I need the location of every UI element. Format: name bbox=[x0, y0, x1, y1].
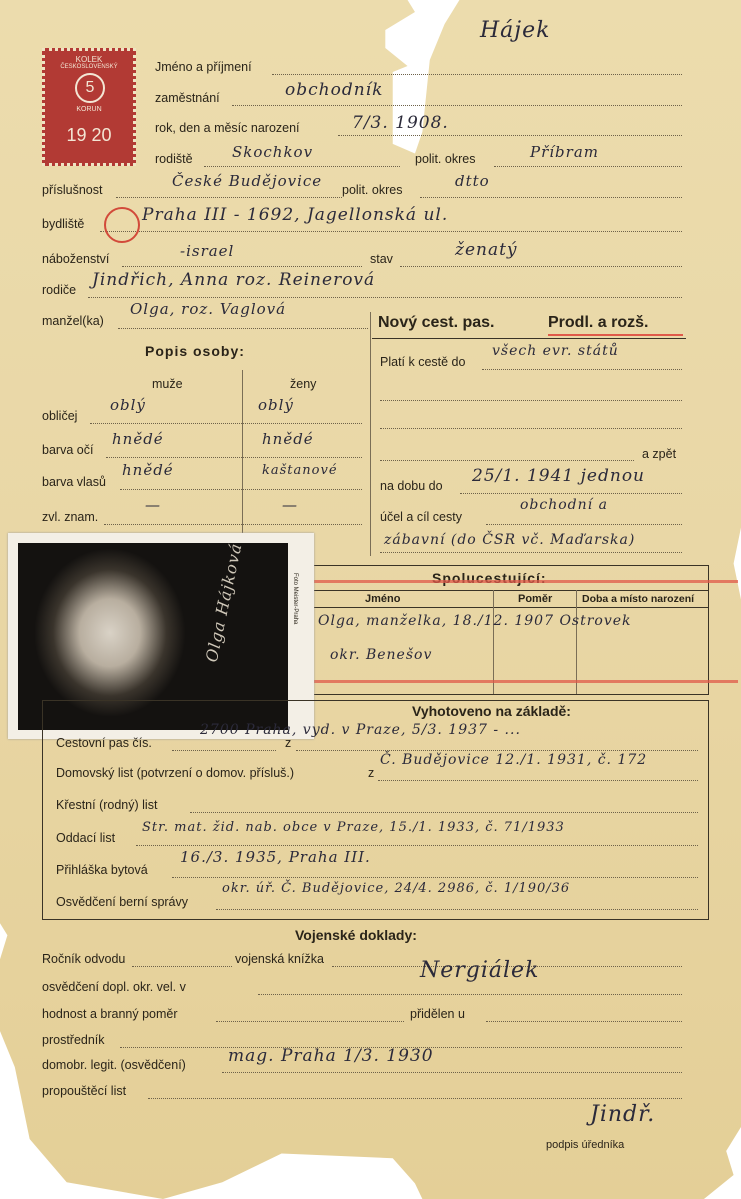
dotline bbox=[338, 135, 682, 136]
desc-label-eyes: barva očí bbox=[42, 443, 94, 457]
value-birthplace: Skochkov bbox=[232, 143, 314, 161]
dotline bbox=[380, 552, 682, 553]
dotline bbox=[222, 1072, 682, 1073]
dotline bbox=[378, 780, 698, 781]
military-label-year: Ročník odvodu bbox=[42, 952, 126, 966]
dotline bbox=[120, 489, 362, 490]
dotline bbox=[88, 297, 682, 298]
label-district1: polit. okres bbox=[415, 152, 476, 166]
companions-title: Spolucestující: bbox=[432, 570, 547, 586]
desc-male-face: oblý bbox=[110, 396, 146, 414]
divider-vertical bbox=[576, 590, 577, 694]
military-mid-assigned: přidělen u bbox=[410, 1007, 465, 1021]
label-spouse: manžel(ka) bbox=[42, 314, 104, 328]
stamp-top-text: KOLEK bbox=[75, 55, 103, 64]
stamp-value: 5 bbox=[75, 73, 105, 103]
dotline bbox=[380, 460, 634, 461]
rule bbox=[372, 338, 686, 339]
basis-value-tax: okr. úř. Č. Budějovice, 24/4. 2986, č. 1/190/36 bbox=[222, 881, 571, 896]
companions-header-birth: Doba a místo narození bbox=[582, 593, 695, 605]
label-parents: rodiče bbox=[42, 283, 77, 297]
dotline bbox=[232, 105, 682, 106]
basis-label-marriage: Oddací list bbox=[56, 831, 116, 845]
basis-label-tax: Osvědčení berní správy bbox=[56, 895, 189, 909]
label-valid: Platí k cestě do bbox=[380, 355, 466, 369]
value-domicile: České Budějovice bbox=[172, 172, 323, 190]
dotline bbox=[172, 750, 276, 751]
value-period: 25/1. 1941 jednou bbox=[472, 466, 645, 486]
basis-label-residence: Přihláška bytová bbox=[56, 863, 148, 877]
dotline bbox=[106, 457, 362, 458]
military-value-legit: mag. Praha 1/3. 1930 bbox=[228, 1046, 434, 1066]
military-label-cert: osvědčení dopl. okr. vel. v bbox=[42, 980, 186, 994]
stamp-country: ČESKOSLOVENSKÝ bbox=[60, 64, 118, 70]
companion-name-2: okr. Benešov bbox=[330, 647, 433, 663]
dotline bbox=[118, 328, 368, 329]
dotline bbox=[272, 74, 682, 75]
dotline bbox=[116, 197, 342, 198]
dotline bbox=[204, 166, 400, 167]
desc-male-hair: hnědé bbox=[122, 461, 174, 479]
photo-credit: Foto Meister-Praha bbox=[292, 573, 298, 625]
label-and-back: a zpět bbox=[642, 447, 677, 461]
desc-female-marks: — bbox=[282, 496, 298, 514]
basis-value-domicile: Č. Budějovice 12./1. 1931, č. 172 bbox=[380, 752, 648, 768]
stamp-unit: KORUN bbox=[76, 106, 102, 113]
red-underline bbox=[548, 334, 683, 336]
value-purpose-2: zábavní (do ČSR vč. Maďarska) bbox=[384, 532, 636, 548]
dotline bbox=[258, 994, 682, 995]
stamp-year: 19 20 bbox=[66, 125, 112, 145]
label-residence: bydliště bbox=[42, 217, 85, 231]
revenue-stamp bbox=[42, 48, 136, 166]
divider-vertical bbox=[493, 590, 494, 694]
label-status: stav bbox=[370, 252, 393, 266]
dotline bbox=[90, 423, 362, 424]
dotline bbox=[104, 524, 362, 525]
military-title: Vojenské doklady: bbox=[295, 927, 417, 943]
label-birthdate: rok, den a měsíc narození bbox=[155, 121, 300, 135]
official-signature: Jindř. bbox=[590, 1102, 656, 1127]
label-birthplace: rodiště bbox=[155, 152, 193, 166]
dotline bbox=[122, 266, 362, 267]
military-label-intermediary: prostředník bbox=[42, 1033, 105, 1047]
value-parents: Jindřich, Anna roz. Reinerová bbox=[92, 270, 376, 290]
divider-vertical bbox=[242, 370, 243, 535]
military-label-legit: domobr. legit. (osvědčení) bbox=[42, 1058, 186, 1072]
dotline bbox=[460, 493, 682, 494]
value-valid: všech evr. států bbox=[492, 343, 619, 359]
label-name: Jméno a příjmení bbox=[155, 60, 252, 74]
rule bbox=[313, 590, 709, 591]
companion-name: Olga, manželka, 18./12. 1907 Ostrovek bbox=[318, 613, 632, 629]
label-domicile: příslušnost bbox=[42, 183, 103, 197]
basis-label-birth: Křestní (rodný) list bbox=[56, 798, 158, 812]
value-district1: Příbram bbox=[530, 143, 599, 161]
value-spouse: Olga, roz. Vaglová bbox=[130, 300, 287, 318]
military-value-cert: Nergiálek bbox=[420, 958, 540, 983]
dotline bbox=[148, 1098, 682, 1099]
basis-value-marriage: Str. mat. žid. nab. obce v Praze, 15./1. 1933, č. 71/1933 bbox=[142, 820, 565, 835]
official-label: podpis úředníka bbox=[546, 1139, 625, 1151]
dotline bbox=[296, 750, 698, 751]
value-occupation: obchodník bbox=[285, 80, 384, 100]
companions-header-relation: Poměr bbox=[518, 593, 553, 605]
military-label-discharge: propouštěcí list bbox=[42, 1084, 127, 1098]
dotline bbox=[216, 1021, 404, 1022]
military-label-rank: hodnost a branný poměr bbox=[42, 1007, 178, 1021]
basis-mid-domicile: z bbox=[368, 766, 375, 780]
dotline bbox=[190, 812, 698, 813]
label-district2: polit. okres bbox=[342, 183, 403, 197]
label-period: na dobu do bbox=[380, 479, 443, 493]
label-purpose: účel a cíl cesty bbox=[380, 510, 462, 524]
desc-male-eyes: hnědé bbox=[112, 430, 164, 448]
value-birthdate: 7/3. 1908. bbox=[352, 113, 449, 133]
dotline bbox=[172, 877, 698, 878]
value-status: ženatý bbox=[455, 240, 518, 260]
dotline bbox=[420, 197, 682, 198]
desc-female-eyes: hnědé bbox=[262, 430, 314, 448]
basis-value-residence: 16./3. 1935, Praha III. bbox=[180, 848, 371, 866]
basis-mid-passport: z bbox=[285, 736, 292, 750]
desc-label-face: obličej bbox=[42, 409, 78, 423]
dotline bbox=[132, 966, 232, 967]
title-new-passport: Nový cest. pas. bbox=[378, 314, 495, 331]
rule bbox=[313, 607, 709, 608]
value-religion: -israel bbox=[180, 242, 235, 260]
military-mid-book: vojenská knížka bbox=[235, 952, 324, 966]
dotline bbox=[136, 845, 698, 846]
desc-female-face: oblý bbox=[258, 396, 294, 414]
basis-value-passport: 2700 Praha, vyd. v Praze, 5/3. 1937 - ... bbox=[200, 722, 521, 738]
basis-label-passport: Cestovní pas čís. bbox=[56, 736, 152, 750]
header-handwriting: Hájek bbox=[480, 18, 551, 43]
value-purpose: obchodní a bbox=[520, 497, 608, 513]
basis-title: Vyhotoveno na základě: bbox=[412, 703, 571, 719]
red-strike bbox=[300, 680, 738, 683]
companions-header-name: Jméno bbox=[365, 593, 401, 605]
dotline bbox=[486, 524, 682, 525]
divider-vertical bbox=[370, 312, 371, 556]
desc-male-marks: — bbox=[145, 496, 161, 514]
dotline bbox=[494, 166, 682, 167]
description-title: Popis osoby: bbox=[145, 343, 245, 359]
photo-signature: Olga Hájková bbox=[201, 541, 246, 664]
title-extension: Prodl. a rozš. bbox=[548, 314, 649, 331]
desc-label-marks: zvl. znam. bbox=[42, 510, 99, 524]
dotline bbox=[486, 1021, 682, 1022]
value-district2: dtto bbox=[455, 172, 490, 190]
dotline bbox=[216, 909, 698, 910]
dotline bbox=[482, 369, 682, 370]
red-circle-mark bbox=[104, 207, 140, 243]
col-female: ženy bbox=[290, 377, 317, 391]
red-strike bbox=[300, 580, 738, 583]
label-occupation: zaměstnání bbox=[155, 91, 220, 105]
dotline bbox=[380, 428, 682, 429]
desc-label-hair: barva vlasů bbox=[42, 475, 106, 489]
col-male: muže bbox=[152, 377, 183, 391]
desc-female-hair: kaštanové bbox=[262, 463, 338, 478]
basis-label-domicile: Domovský list (potvrzení o domov. přísluš.) bbox=[56, 766, 295, 780]
value-residence: Praha III - 1692, Jagellonská ul. bbox=[142, 205, 449, 225]
dotline bbox=[400, 266, 682, 267]
dotline bbox=[380, 400, 682, 401]
dotline bbox=[100, 231, 682, 232]
label-religion: náboženství bbox=[42, 252, 110, 266]
